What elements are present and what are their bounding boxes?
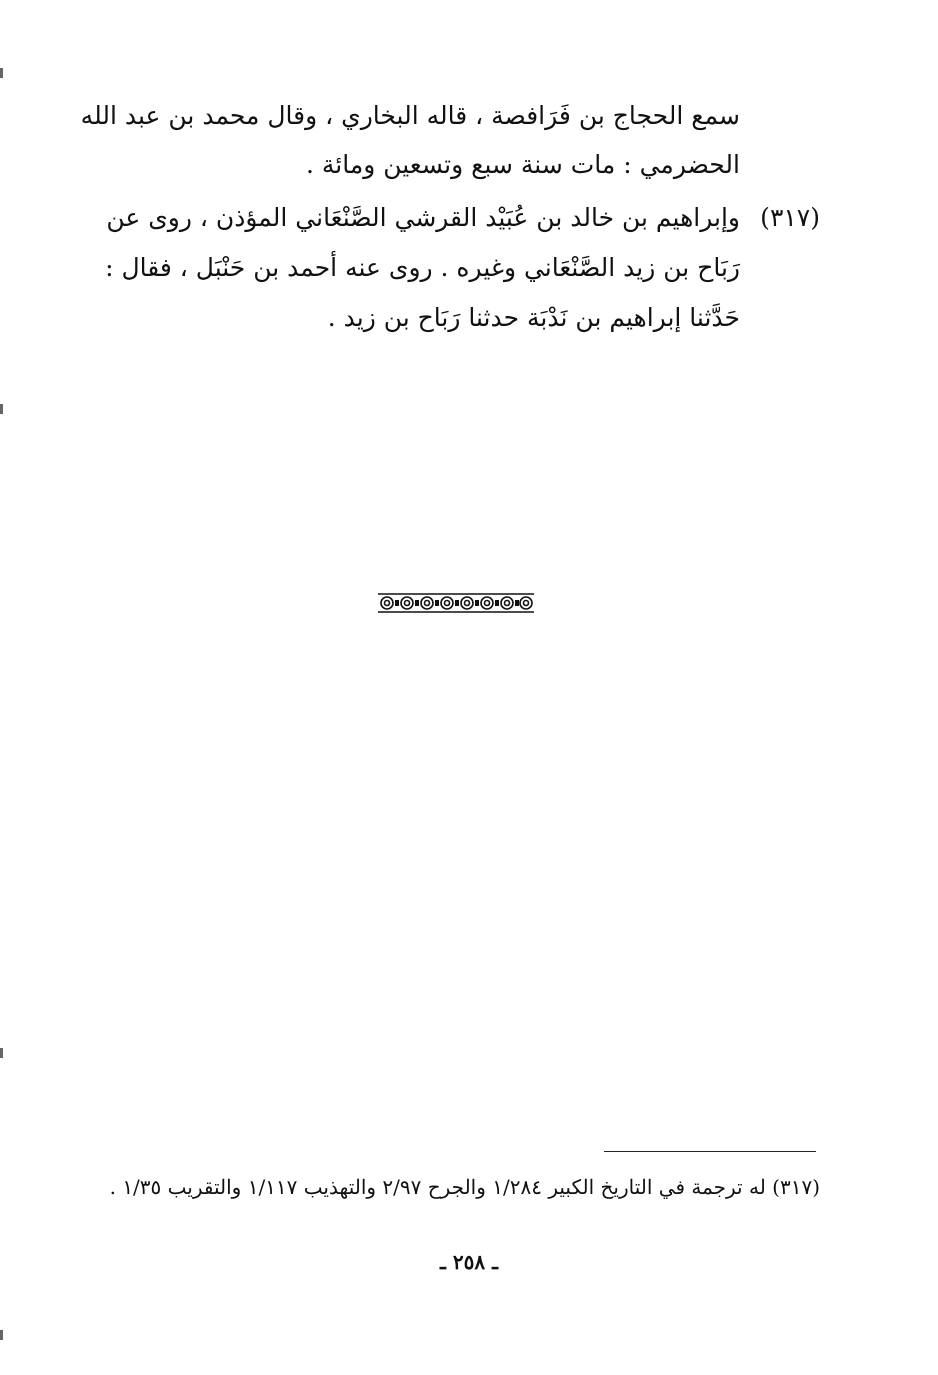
page-number: ـ ٢٥٨ ـ [440, 1250, 498, 1274]
margin-mark [0, 404, 3, 414]
body-line-1: سمع الحجاج بن فَرَافصة ، قاله البخاري ، وقال محمد بن عبد الله [80, 101, 740, 130]
margin-mark [0, 68, 3, 78]
body-line-2: الحضرمي : مات سنة سبع وتسعين ومائة . [305, 150, 740, 179]
body-line-3: وإبراهيم بن خالد بن عُبَيْد القرشي الصَّنْعَاني المؤذن ، روى عن [106, 203, 740, 232]
ornament-divider [378, 592, 534, 614]
entry-number: (٣١٧) [760, 203, 820, 232]
margin-mark [0, 1048, 3, 1058]
body-line-4: رَبَاح بن زيد الصَّنْعَاني وغيره . روى عنه أحمد بن حَنْبَل ، فقال : [105, 253, 740, 282]
body-line-5: حَدَّثنا إبراهيم بن نَدْبَة حدثنا رَبَاح بن زيد . [327, 303, 740, 332]
footnote-text: (٣١٧) له ترجمة في التاريخ الكبير ١/٢٨٤ والجرح ٢/٩٧ والتهذيب ١/١١٧ والتقريب ١/٣٥ . [109, 1175, 820, 1199]
footnote-separator [604, 1151, 816, 1152]
margin-mark [0, 1330, 3, 1340]
